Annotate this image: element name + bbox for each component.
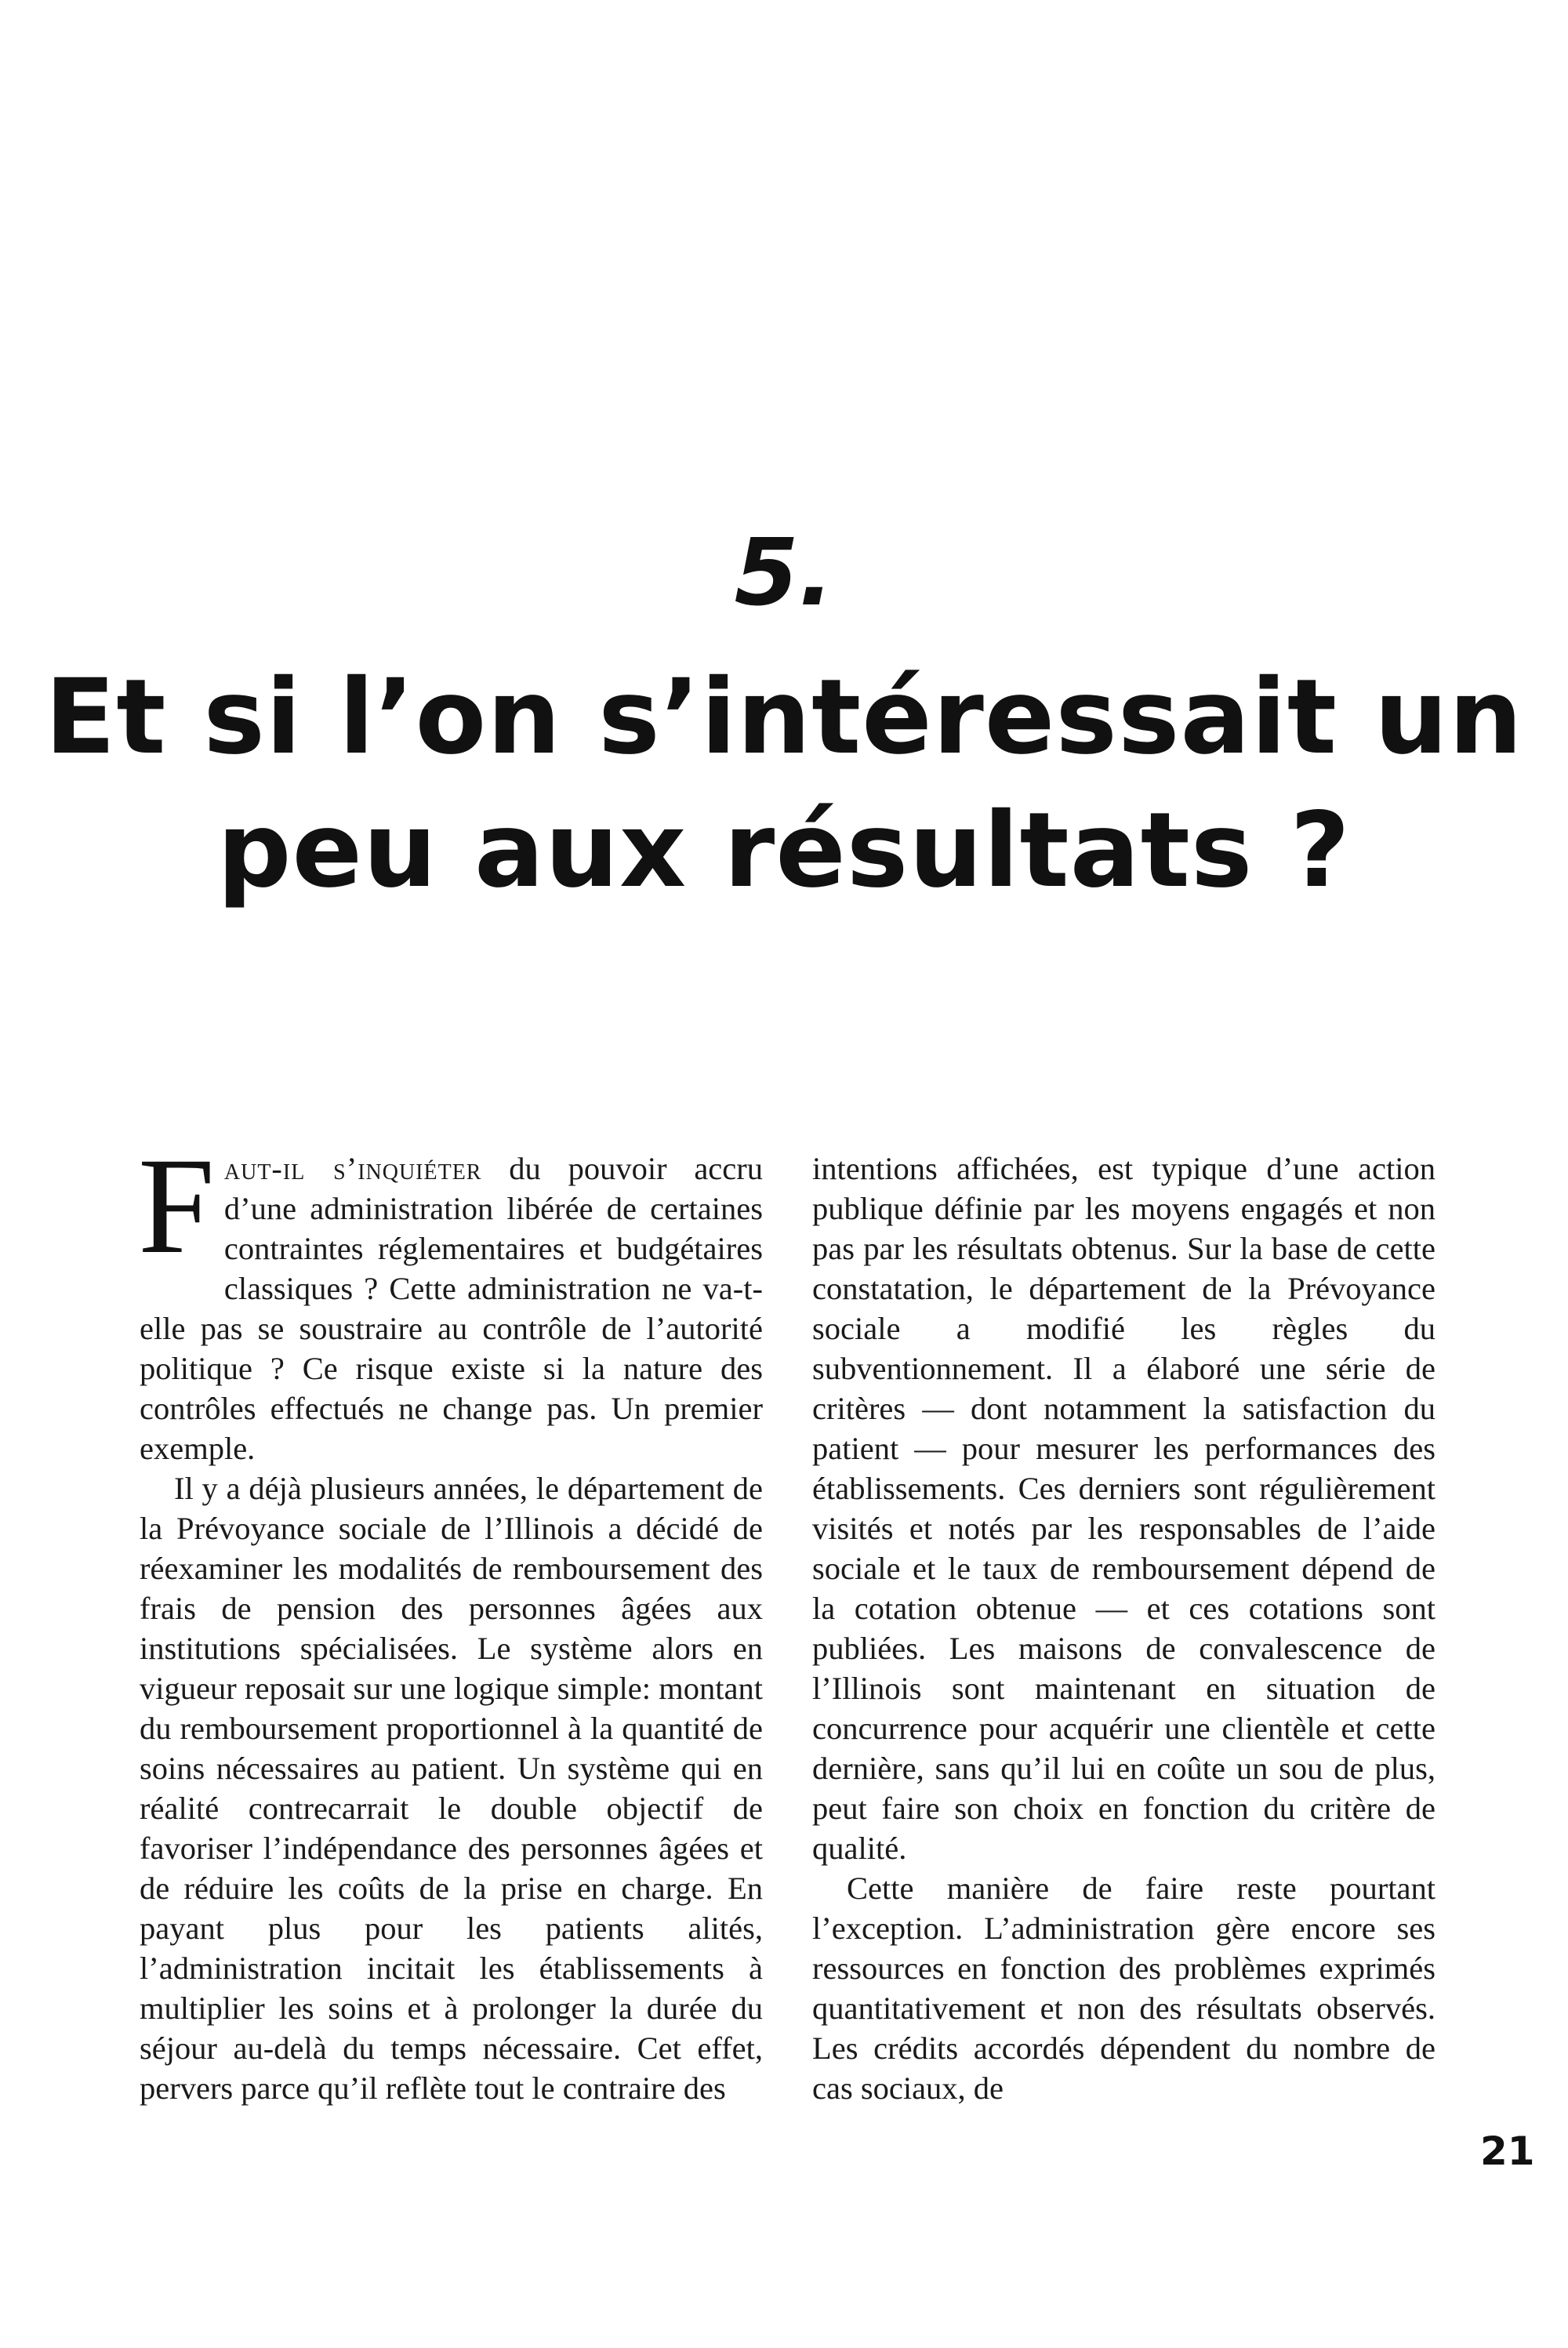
paragraph-1 <box>138 1130 763 1468</box>
lead-in-smallcaps: aut-il s’inquiéter <box>223 1151 482 1186</box>
paragraph-2-continued: intentions affichées, est typique d’une action publique définie par les moyens engagés et non pas par les résultats obtenus. Sur la base de cette constatation, le département de la Prévoyance sociale a modifié les règles du subventionnement. Il a élaboré une série de critères — dont notamment la satisfaction du patient — pour mesurer les performances des établissements. Ces derniers sont régulièrement visités et notés par les responsables de l’aide sociale et le taux de remboursement dépend de la cotation obtenue — et ces cotations sont publiées. Les maisons de convalescence de l’Illinois sont maintenant en situation de concurrence pour acquérir une clientèle et cette dernière, sans qu’il lui en coûte un sou de plus, peut faire son choix en fonction du critère de qualité. <box>812 1151 1436 1866</box>
chapter-heading <box>0 510 1568 917</box>
paragraph-1-text: du pouvoir accru d’une administration libérée de certaines contraintes réglementaires et budgétaires classiques ? Cette administration ne va-t-elle pas se soustraire au contrôle de l’autorité politique ? Ce risque existe si la nature des contrôles effectués ne change pas. Un premier exemple. <box>140 1151 763 1466</box>
text-column-right <box>812 1149 1436 2108</box>
paragraph-3: Cette manière de faire reste pourtant l’exception. L’administration gère encore ses ressources en fonction des problèmes exprimés quantitativement et non des résultats observés. Les crédits accordés dépendent du nombre de cas sociaux, de <box>812 1871 1436 2106</box>
paragraph-2: Il y a déjà plusieurs années, le département de la Prévoyance sociale de l’Illinois a décidé de réexaminer les modalités de remboursement des frais de pension des personnes âgées aux institutions spécialisées. Le système alors en vigueur reposait sur une logique simple: montant du remboursement proportionnel à la quantité de soins nécessaires au patient. Un système qui en réalité contrecarrait le double objectif de favoriser l’indépendance des personnes âgées et de réduire les coûts de la prise en charge. En payant plus pour les patients alités, l’administration incitait les établissements à multiplier les soins et à prolonger la durée du séjour au-delà du temps nécessaire. Cet effet, pervers parce qu’il reflète tout le contraire des <box>140 1471 763 2106</box>
chapter-number: 5. <box>734 518 834 626</box>
drop-cap: F <box>138 1130 215 1283</box>
page-number: 21 <box>1480 2128 1535 2174</box>
chapter-title: Et si l’on s’intéressait un peu aux résultats ? <box>45 657 1523 911</box>
text-column-left <box>138 1130 763 2108</box>
